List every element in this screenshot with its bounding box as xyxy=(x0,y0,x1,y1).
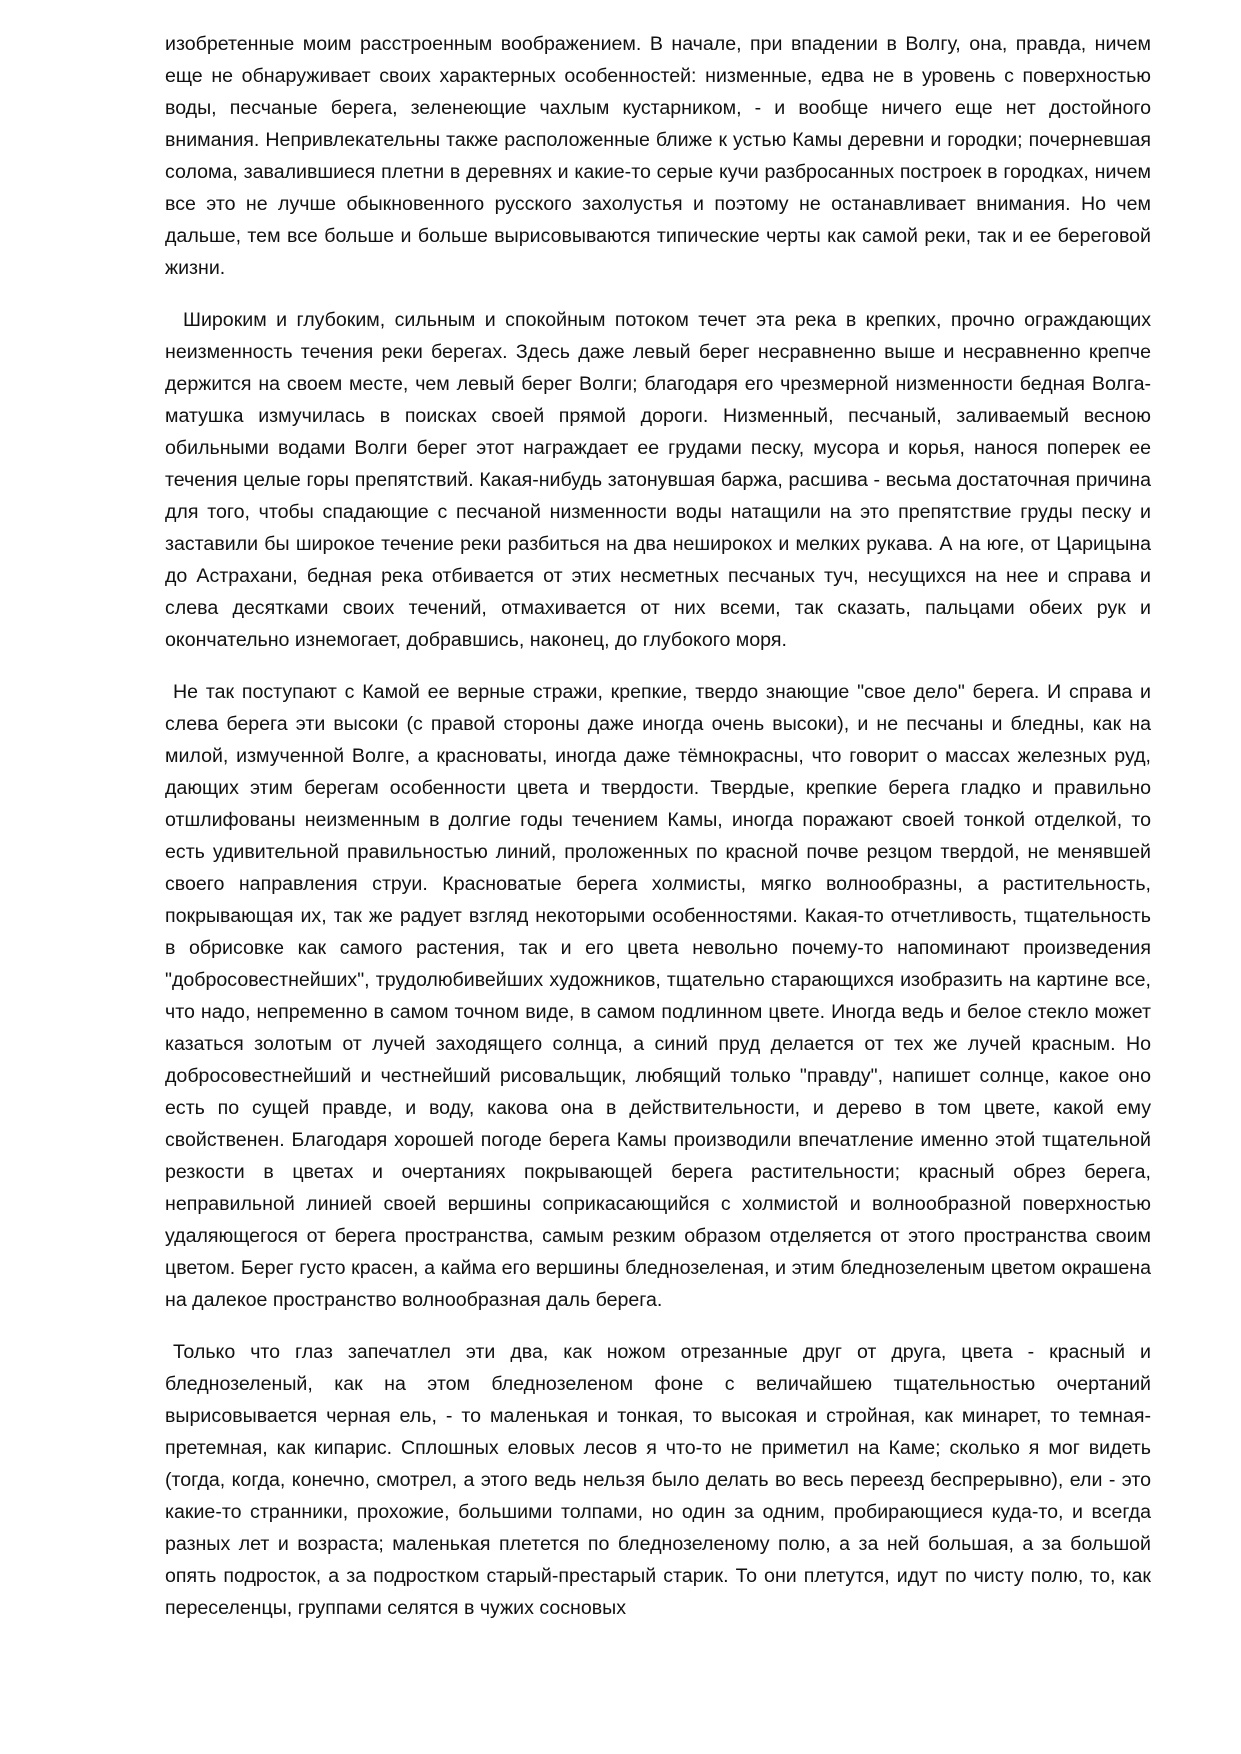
paragraph-3: Не так поступают с Камой ее верные стражи, крепкие, твердо знающие "свое дело" берега. И справа и слева берега эти высоки (с правой стороны даже иногда очень высоки), и не песчаны и бледны, как на милой, измученной Волге, а красноваты, иногда даже тёмнокрасны, что говорит о массах железных руд, дающих этим берегам особенности цвета и твердости. Твердые, крепкие берега гладко и правильно отшлифованы неизменным в долгие годы течением Камы, иногда поражают своей тонкой отделкой, то есть удивительной правильностью линий, проложенных по красной почве резцом твердой, не менявшей своего направления струи. Красноватые берега холмисты, мягко волнообразны, а растительность, покрывающая их, так же радует взгляд некоторыми особенностями. Какая-то отчетливость, тщательность в обрисовке как самого растения, так и его цвета невольно почему-то напоминают произведения "добросовестнейших", трудолюбивейших художников, тщательно старающихся изобразить на картине все, что надо, непременно в самом точном виде, в самом подлинном цвете. Иногда ведь и белое стекло может казаться золотым от лучей заходящего солнца, а синий пруд делается от тех же лучей красным. Но добросовестнейший и честнейший рисовальщик, любящий только "правду", напишет солнце, какое оно есть по сущей правде, и воду, какова она в действительности, и дерево в том цвете, какой ему свойственен. Благодаря хорошей погоде берега Камы производили впечатление именно этой тщательной резкости в цветах и очертаниях покрывающей берега растительности; красный обрез берега, неправильной линией своей вершины соприкасающийся с холмистой и волнообразной поверхностью удаляющегося от берега пространства, самым резким образом отделяется от этого пространства своим цветом. Берег густо красен, а кайма его вершины бледнозеленая, и этим бледнозеленым цветом окрашена на далекое пространство волнообразная даль берега. xyxy=(165,681,1151,1311)
paragraph-4: Только что глаз запечатлел эти два, как ножом отрезанные друг от друга, цвета - красный и бледнозеленый, как на этом бледнозеленом фоне с величайшею тщательностью очертаний вырисовывается черная ель, - то маленькая и тонкая, то высокая и стройная, как минарет, то темная-претемная, как кипарис. Сплошных еловых лесов я что-то не приметил на Каме; сколько я мог видеть (тогда, когда, конечно, смотрел, а этого ведь нельзя было делать во весь переезд беспрерывно), ели - это какие-то странники, прохожие, большими толпами, но один за одним, пробирающиеся куда-то, и всегда разных лет и возраста; маленькая плетется по бледнозеленому полю, а за ней большая, а за большой опять подросток, а за подростком старый-престарый старик. То они плетутся, идут по чисту полю, то, как переселенцы, группами селятся в чужих сосновых xyxy=(165,1341,1151,1619)
paragraph-2: Широким и глубоким, сильным и спокойным потоком течет эта река в крепких, прочно ограждающих неизменность течения реки берегах. Здесь даже левый берег несравненно выше и несравненно крепче держится на своем месте, чем левый берег Волги; благодаря его чрезмерной низменности бедная Волга-матушка измучилась в поисках своей прямой дороги. Низменный, песчаный, заливаемый весною обильными водами Волги берег этот награждает ее грудами песку, мусора и корья, нанося поперек ее течения целые горы препятствий. Какая-нибудь затонувшая баржа, расшива - весьма достаточная причина для того, чтобы спадающие с песчаной низменности воды натащили на это препятствие груды песку и заставили бы широкое течение реки разбиться на два неширокох и мелких рукава. А на юге, от Царицына до Астрахани, бедная река отбивается от этих несметных песчаных туч, несущихся на нее и справа и слева десятками своих течений, отмахивается от них всеми, так сказать, пальцами обеих рук и окончательно изнемогает, добравшись, наконец, до глубокого моря. xyxy=(165,309,1151,651)
paragraph-1: изобретенные моим расстроенным воображением. В начале, при впадении в Волгу, она, правда, ничем еще не обнаруживает своих характерных особенностей: низменные, едва не в уровень с поверхностью воды, песчаные берега, зеленеющие чахлым кустарником, - и вообще ничего еще нет достойного внимания. Непривлекательны также расположенные ближе к устью Камы деревни и городки; почерневшая солома, завалившиеся плетни в деревнях и какие-то серые кучи разбросанных построек в городках, ничем все это не лучше обыкновенного русского захолустья и поэтому не останавливает внимания. Но чем дальше, тем все больше и больше вырисовываются типические черты как самой реки, так и ее береговой жизни. xyxy=(165,33,1151,279)
document-page xyxy=(165,28,1151,1624)
